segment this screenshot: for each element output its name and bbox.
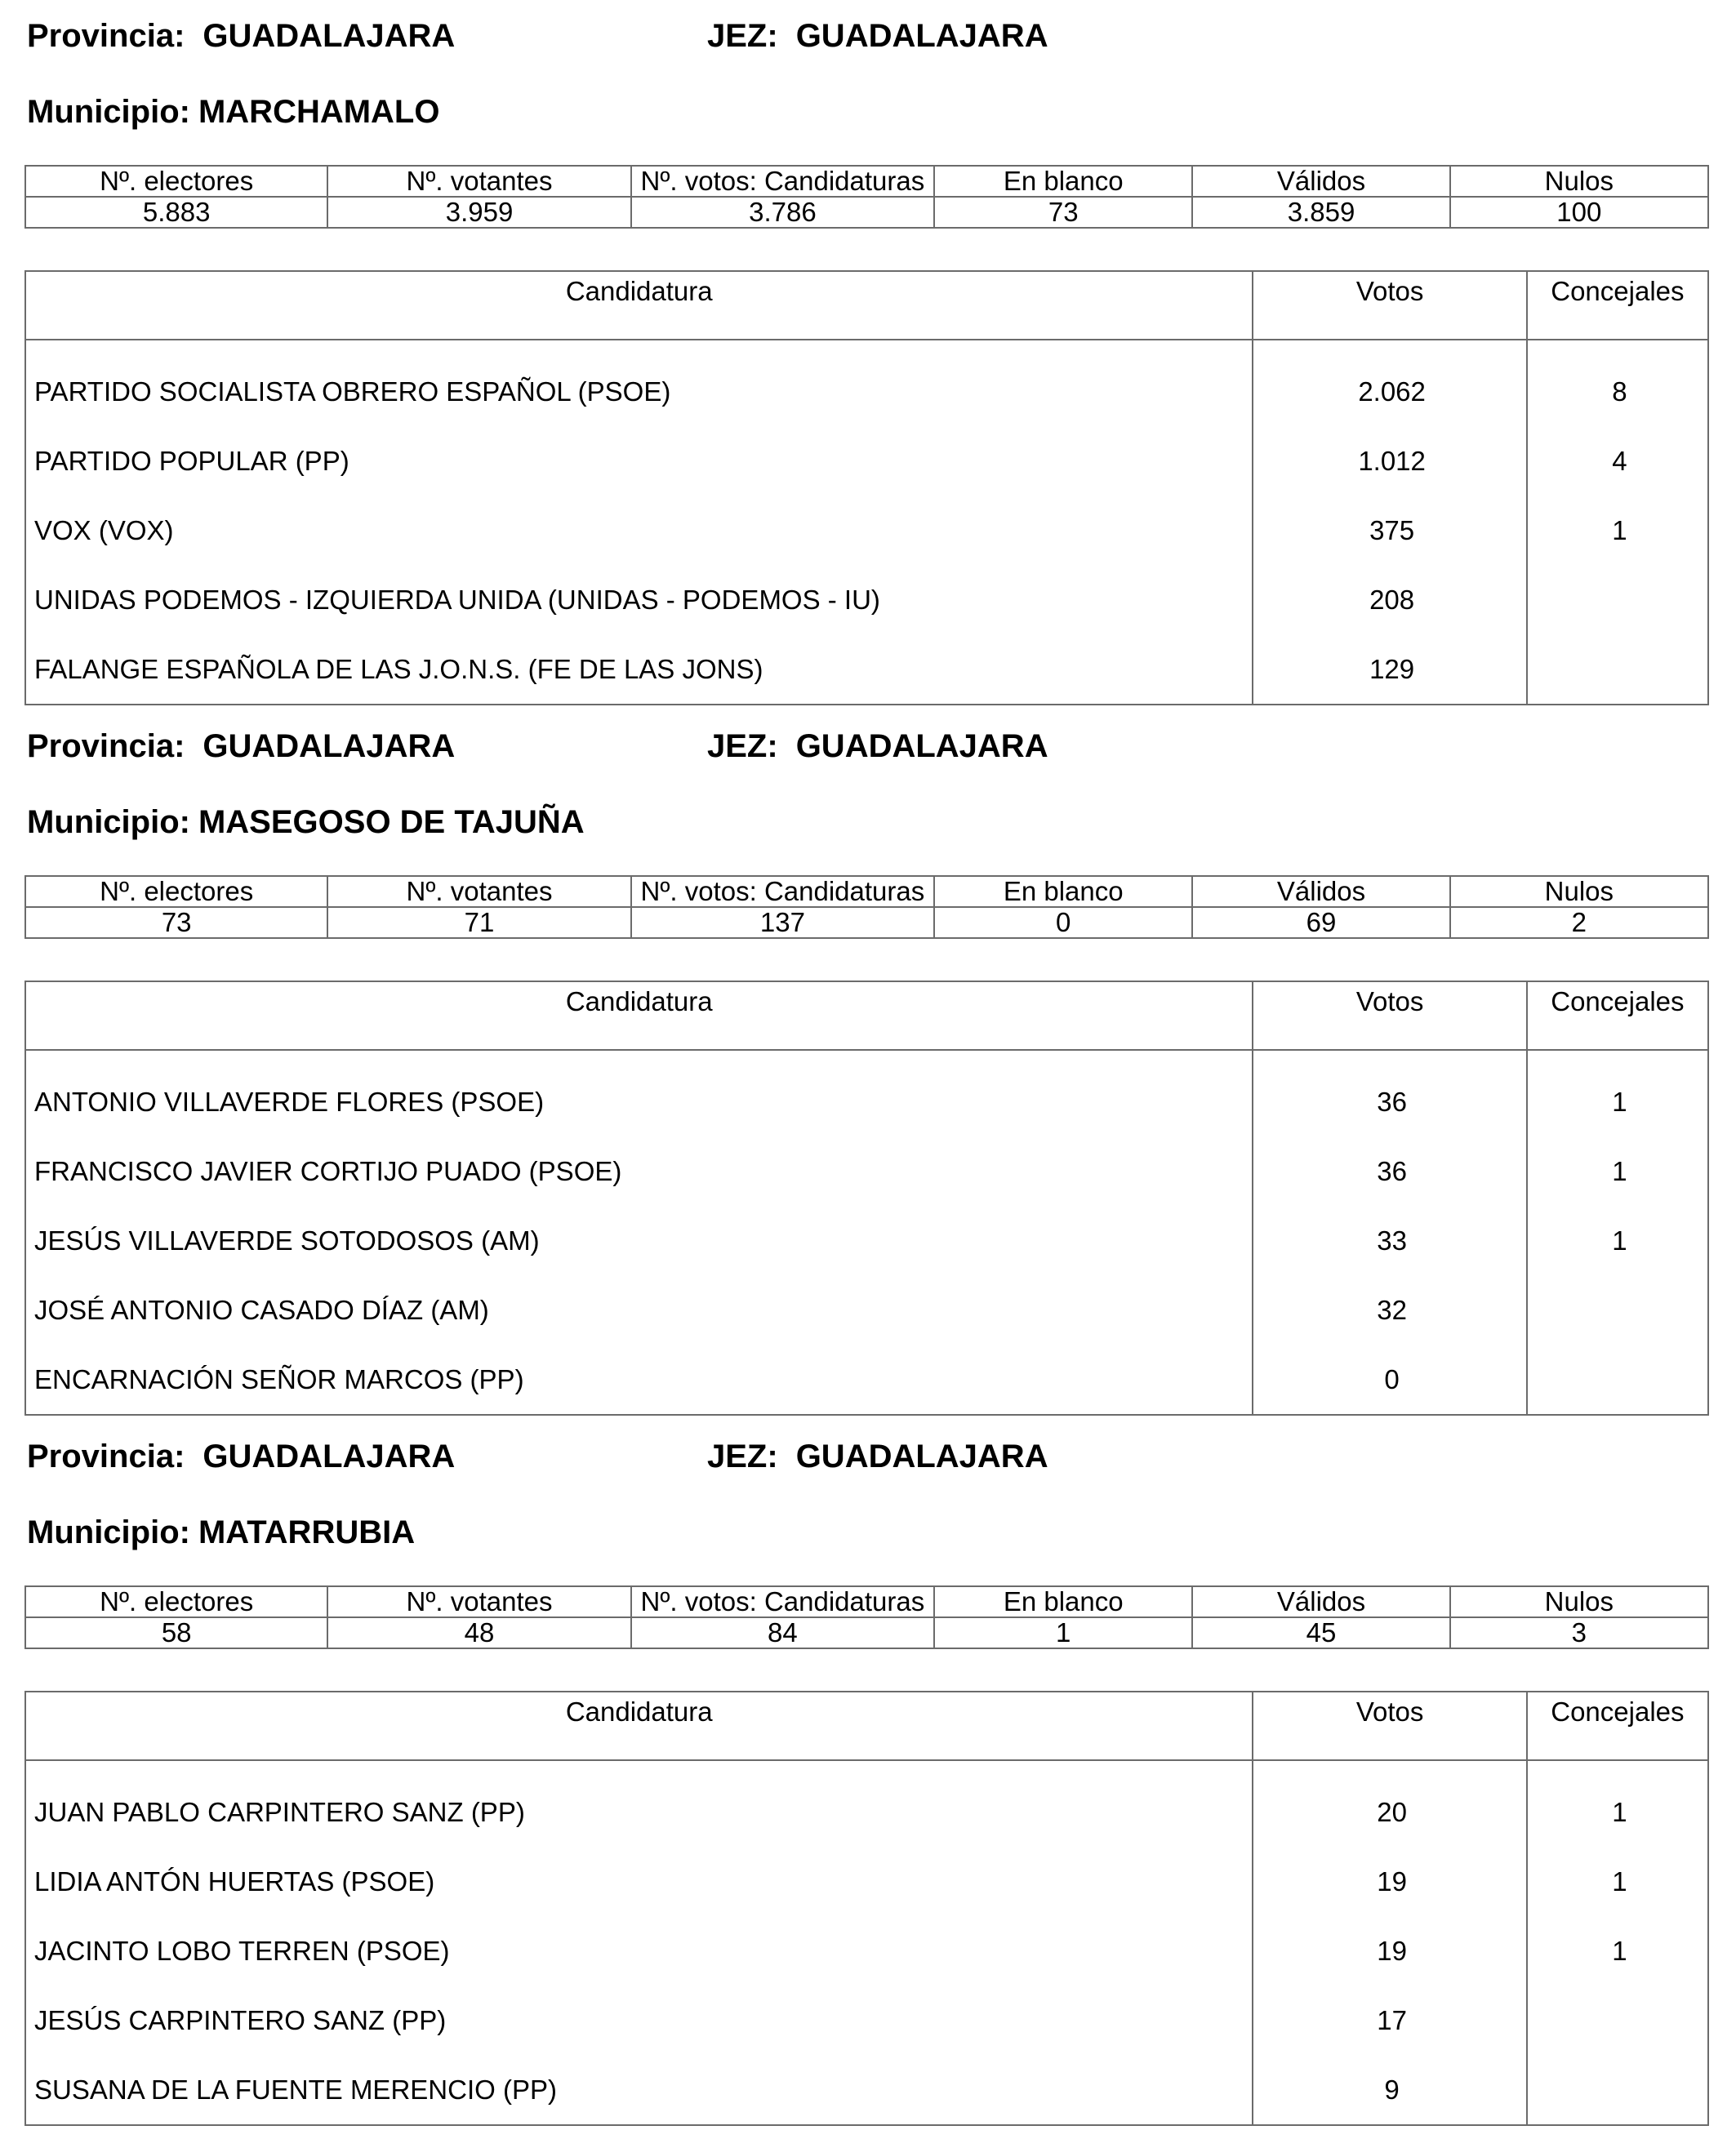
- candidatura-votos: 129: [1253, 634, 1526, 705]
- en-blanco-header: En blanco: [934, 166, 1192, 197]
- candidaturas-table: [24, 270, 1709, 705]
- candidatura-row: [25, 1847, 1708, 1916]
- jez-header: [707, 1437, 1048, 1476]
- candidatura-row: [25, 565, 1708, 634]
- candidatura-row: [25, 1760, 1708, 1847]
- candidatura-name: VOX (VOX): [25, 496, 1253, 565]
- votos-candidaturas-value: 3.786: [631, 197, 934, 228]
- candidatura-row: [25, 496, 1708, 565]
- provincia-label: Provincia:: [27, 18, 185, 54]
- candidatura-votos: 32: [1253, 1275, 1526, 1345]
- candidaturas-table: [24, 1691, 1709, 2126]
- candidaturas-header-row: [25, 271, 1708, 340]
- candidatura-name: FRANCISCO JAVIER CORTIJO PUADO (PSOE): [25, 1136, 1253, 1206]
- concejales-header: Concejales: [1527, 981, 1708, 1050]
- candidatura-row: [25, 1206, 1708, 1275]
- candidatura-concejales: 1: [1527, 1136, 1708, 1206]
- candidatura-votos: 2.062: [1253, 340, 1526, 426]
- electores-value: 73: [25, 907, 327, 938]
- candidatura-row: [25, 2055, 1708, 2125]
- nulos-value: 2: [1450, 907, 1708, 938]
- stats-value-row: [25, 907, 1708, 938]
- municipio-header: [27, 803, 585, 842]
- candidatura-name: PARTIDO POPULAR (PP): [25, 426, 1253, 496]
- jez-label: JEZ:: [707, 18, 778, 54]
- en-blanco-value: 73: [934, 197, 1192, 228]
- municipio-value: MATARRUBIA: [198, 1514, 416, 1550]
- stats-table: [24, 1585, 1709, 1649]
- en-blanco-header: En blanco: [934, 876, 1192, 907]
- municipio-value: MASEGOSO DE TAJUÑA: [198, 804, 585, 840]
- municipio-section: [0, 710, 1736, 1421]
- candidatura-name: LIDIA ANTÓN HUERTAS (PSOE): [25, 1847, 1253, 1916]
- candidatura-name: ENCARNACIÓN SEÑOR MARCOS (PP): [25, 1345, 1253, 1415]
- candidatura-concejales: [1527, 1275, 1708, 1345]
- candidatura-votos: 19: [1253, 1847, 1526, 1916]
- validos-header: Válidos: [1192, 1586, 1449, 1617]
- candidatura-name: JACINTO LOBO TERREN (PSOE): [25, 1916, 1253, 1986]
- validos-value: 45: [1192, 1617, 1449, 1648]
- provincia-label: Provincia:: [27, 1439, 185, 1474]
- candidatura-concejales: 1: [1527, 1050, 1708, 1136]
- municipio-label: Municipio:: [27, 94, 190, 130]
- jez-label: JEZ:: [707, 1439, 778, 1474]
- candidatura-votos: 20: [1253, 1760, 1526, 1847]
- candidaturas-table: [24, 981, 1709, 1416]
- candidatura-row: [25, 340, 1708, 426]
- candidatura-concejales: 1: [1527, 1760, 1708, 1847]
- validos-header: Válidos: [1192, 166, 1449, 197]
- jez-value: GUADALAJARA: [795, 1439, 1048, 1474]
- candidatura-row: [25, 634, 1708, 705]
- candidatura-name: JESÚS CARPINTERO SANZ (PP): [25, 1986, 1253, 2055]
- stats-value-row: [25, 1617, 1708, 1648]
- candidatura-concejales: [1527, 634, 1708, 705]
- candidatura-header: Candidatura: [25, 1692, 1253, 1760]
- electores-header: Nº. electores: [25, 876, 327, 907]
- candidatura-concejales: 1: [1527, 1206, 1708, 1275]
- validos-value: 3.859: [1192, 197, 1449, 228]
- votantes-value: 48: [327, 1617, 630, 1648]
- candidatura-concejales: 4: [1527, 426, 1708, 496]
- votos-candidaturas-header: Nº. votos: Candidaturas: [631, 1586, 934, 1617]
- votos-candidaturas-value: 137: [631, 907, 934, 938]
- municipio-label: Municipio:: [27, 1514, 190, 1550]
- jez-value: GUADALAJARA: [795, 18, 1048, 54]
- candidatura-votos: 208: [1253, 565, 1526, 634]
- electores-header: Nº. electores: [25, 166, 327, 197]
- validos-header: Válidos: [1192, 876, 1449, 907]
- electores-value: 5.883: [25, 197, 327, 228]
- nulos-header: Nulos: [1450, 876, 1708, 907]
- candidatura-name: PARTIDO SOCIALISTA OBRERO ESPAÑOL (PSOE): [25, 340, 1253, 426]
- candidatura-row: [25, 1916, 1708, 1986]
- provincia-header: [27, 16, 455, 56]
- en-blanco-value: 0: [934, 907, 1192, 938]
- votantes-header: Nº. votantes: [327, 1586, 630, 1617]
- municipio-section: [0, 1421, 1736, 2131]
- candidatura-votos: 36: [1253, 1136, 1526, 1206]
- candidatura-concejales: [1527, 1345, 1708, 1415]
- candidatura-row: [25, 1986, 1708, 2055]
- candidatura-name: JOSÉ ANTONIO CASADO DÍAZ (AM): [25, 1275, 1253, 1345]
- candidatura-name: FALANGE ESPAÑOLA DE LAS J.O.N.S. (FE DE LAS JONS): [25, 634, 1253, 705]
- candidatura-concejales: [1527, 565, 1708, 634]
- concejales-header: Concejales: [1527, 1692, 1708, 1760]
- votantes-header: Nº. votantes: [327, 876, 630, 907]
- votos-candidaturas-value: 84: [631, 1617, 934, 1648]
- validos-value: 69: [1192, 907, 1449, 938]
- candidatura-name: SUSANA DE LA FUENTE MERENCIO (PP): [25, 2055, 1253, 2125]
- candidatura-concejales: 8: [1527, 340, 1708, 426]
- concejales-header: Concejales: [1527, 271, 1708, 340]
- candidatura-votos: 375: [1253, 496, 1526, 565]
- stats-table: [24, 165, 1709, 229]
- votantes-header: Nº. votantes: [327, 166, 630, 197]
- votos-header: Votos: [1253, 271, 1526, 340]
- jez-value: GUADALAJARA: [795, 728, 1048, 764]
- candidatura-header: Candidatura: [25, 981, 1253, 1050]
- stats-value-row: [25, 197, 1708, 228]
- municipio-section: [0, 0, 1736, 710]
- provincia-label: Provincia:: [27, 728, 185, 764]
- candidatura-concejales: [1527, 1986, 1708, 2055]
- municipio-header: [27, 92, 439, 131]
- stats-table: [24, 875, 1709, 939]
- candidatura-name: ANTONIO VILLAVERDE FLORES (PSOE): [25, 1050, 1253, 1136]
- candidatura-row: [25, 426, 1708, 496]
- candidatura-name: JESÚS VILLAVERDE SOTODOSOS (AM): [25, 1206, 1253, 1275]
- candidatura-votos: 0: [1253, 1345, 1526, 1415]
- nulos-value: 100: [1450, 197, 1708, 228]
- candidatura-votos: 9: [1253, 2055, 1526, 2125]
- candidatura-votos: 33: [1253, 1206, 1526, 1275]
- candidatura-row: [25, 1275, 1708, 1345]
- votantes-value: 3.959: [327, 197, 630, 228]
- candidatura-votos: 19: [1253, 1916, 1526, 1986]
- nulos-header: Nulos: [1450, 166, 1708, 197]
- candidatura-row: [25, 1136, 1708, 1206]
- votos-header: Votos: [1253, 981, 1526, 1050]
- en-blanco-value: 1: [934, 1617, 1192, 1648]
- candidatura-concejales: 1: [1527, 496, 1708, 565]
- en-blanco-header: En blanco: [934, 1586, 1192, 1617]
- votos-candidaturas-header: Nº. votos: Candidaturas: [631, 166, 934, 197]
- candidatura-row: [25, 1050, 1708, 1136]
- votos-candidaturas-header: Nº. votos: Candidaturas: [631, 876, 934, 907]
- municipio-label: Municipio:: [27, 804, 190, 840]
- jez-label: JEZ:: [707, 728, 778, 764]
- stats-header-row: [25, 166, 1708, 197]
- municipio-value: MARCHAMALO: [198, 94, 440, 130]
- electores-value: 58: [25, 1617, 327, 1648]
- candidatura-concejales: 1: [1527, 1916, 1708, 1986]
- candidaturas-header-row: [25, 981, 1708, 1050]
- candidatura-votos: 36: [1253, 1050, 1526, 1136]
- provincia-header: [27, 727, 455, 766]
- provincia-value: GUADALAJARA: [203, 18, 456, 54]
- candidaturas-header-row: [25, 1692, 1708, 1760]
- nulos-value: 3: [1450, 1617, 1708, 1648]
- candidatura-concejales: [1527, 2055, 1708, 2125]
- municipio-header: [27, 1513, 415, 1552]
- stats-header-row: [25, 876, 1708, 907]
- electores-header: Nº. electores: [25, 1586, 327, 1617]
- jez-header: [707, 16, 1048, 56]
- votantes-value: 71: [327, 907, 630, 938]
- provincia-value: GUADALAJARA: [203, 728, 456, 764]
- candidatura-votos: 1.012: [1253, 426, 1526, 496]
- jez-header: [707, 727, 1048, 766]
- candidatura-concejales: 1: [1527, 1847, 1708, 1916]
- candidatura-name: UNIDAS PODEMOS - IZQUIERDA UNIDA (UNIDAS - PODEMOS - IU): [25, 565, 1253, 634]
- provincia-value: GUADALAJARA: [203, 1439, 456, 1474]
- votos-header: Votos: [1253, 1692, 1526, 1760]
- provincia-header: [27, 1437, 455, 1476]
- candidatura-votos: 17: [1253, 1986, 1526, 2055]
- nulos-header: Nulos: [1450, 1586, 1708, 1617]
- candidatura-name: JUAN PABLO CARPINTERO SANZ (PP): [25, 1760, 1253, 1847]
- candidatura-header: Candidatura: [25, 271, 1253, 340]
- stats-header-row: [25, 1586, 1708, 1617]
- candidatura-row: [25, 1345, 1708, 1415]
